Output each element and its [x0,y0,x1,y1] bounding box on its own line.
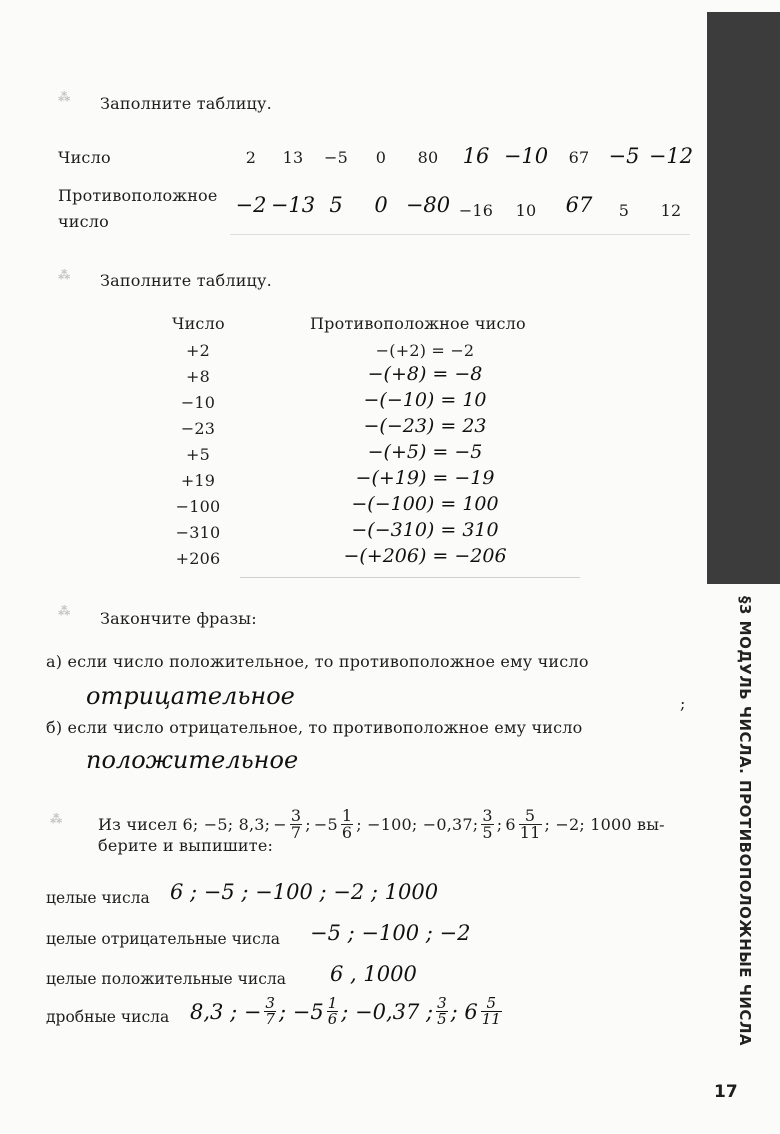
task2-opposite-cell: −(−10) = 10 [363,389,487,411]
task3-phrase-b: б) если число отрицательное, то противоположное ему число [46,718,583,737]
task1-number-cell: 16 [462,144,490,168]
task2-number-cell: +2 [186,341,210,360]
task1-opposite-cell: 0 [374,193,388,217]
task4-frac1-den: 7 [290,823,302,842]
task1-opposite-cell: 10 [515,201,537,220]
task4-frac4-num: 5 [524,806,536,825]
task2-number-cell: −100 [175,497,221,516]
task3-instruction: Закончите фразы: [100,609,257,628]
task1-row2-label-line2: число [58,212,109,231]
task2-number-cell: −310 [175,523,221,542]
task2-opposite-cell: −(+8) = −8 [367,363,483,385]
task1-number-cell: 80 [417,148,439,167]
task4-frac2-num: 1 [341,806,353,825]
task4-frac4-den: 11 [519,823,541,842]
task2-number-cell: +5 [186,445,210,464]
task1-row1-label: Число [58,148,111,167]
task2-header-opposite: Противоположное число [310,314,526,333]
task1-number-cell: 2 [245,148,257,167]
task4-fraction-3 [481,808,493,841]
task4-answer-negative: −5 ; −100 ; −2 [310,921,471,945]
task1-instruction: Заполните таблицу. [100,94,272,113]
task3-phrase-a: а) если число положительное, то противоположное ему число [46,652,589,671]
task4-af2-den: 6 [327,1010,338,1028]
task4-frac4-whole: 6 [505,815,516,834]
task1-table-line [230,234,690,235]
task4-label-fractions: дробные числа [46,1008,170,1026]
task2-number-cell: +8 [186,367,210,386]
task1-opposite-cell: −13 [270,193,316,217]
task4-af2-num: 1 [327,994,338,1012]
task4-line2: берите и выпишите: [98,836,274,855]
task4-af-mid2: ; −0,37 ; [341,999,434,1024]
task4-label-integers: целые числа [46,889,150,907]
task4-frac3-den: 5 [482,823,493,842]
task4-sep1: ; [305,815,311,834]
task1-opposite-cell: 5 [329,193,343,217]
task4-marker-icon: ⁂ [50,812,63,826]
task4-mid: ; −100; −0,37; [356,815,479,834]
task1-opposite-cell: −80 [405,193,451,217]
task4-label-negative: целые отрицательные числа [46,930,280,948]
task4-end: ; −2; 1000 вы- [544,815,665,834]
task1-number-cell: −12 [648,144,694,168]
task4-af-fraction-1 [264,996,276,1027]
task1-number-cell: 13 [282,148,304,167]
task1-opposite-cell: −16 [458,201,494,220]
task3-semicolon: ; [680,694,686,713]
task4-answer-positive: 6 , 1000 [330,962,417,986]
task1-row2-label-line1: Противоположное [58,186,218,205]
task4-af1-num: 3 [265,994,275,1012]
task4-af-fraction-2 [327,996,339,1027]
task2-opposite-cell: −(−23) = 23 [363,415,487,437]
task4-answer-fractions [190,996,502,1027]
task2-opposite-cell: −(+19) = −19 [355,467,495,489]
task4-fraction-4 [519,808,542,841]
task2-number-cell: −23 [180,419,216,438]
task1-number-cell: −10 [503,144,549,168]
task4-fraction-1 [290,808,302,841]
task2-opposite-cell: −(+206) = −206 [343,545,507,567]
task4-sep2: ; [496,815,503,834]
task4-af-mid1: ; −5 [278,999,324,1024]
task1-opposite-cell: 5 [618,201,630,220]
task3-answer-b: положительное [86,746,299,774]
task4-frac1-sign: − [273,815,287,834]
task4-af3-num: 3 [437,994,447,1012]
task2-number-cell: +206 [175,549,221,568]
task3-marker-icon: ⁂ [58,604,71,618]
task2-opposite-cell: −(−310) = 310 [351,519,499,541]
page-number: 17 [714,1082,738,1102]
task2-instruction: Заполните таблицу. [100,271,272,290]
task1-opposite-cell: −2 [235,193,267,217]
task2-bottom-line [240,577,580,578]
task4-frac1-num: 3 [290,806,302,825]
task2-opposite-cell: −(−100) = 100 [351,493,499,515]
task2-number-cell: −10 [180,393,216,412]
task4-af4-den: 11 [481,1010,501,1028]
task1-marker-icon: ⁂ [58,90,71,104]
task4-af1-den: 7 [265,1010,275,1028]
task4-frac3-num: 3 [482,806,493,825]
chapter-side-title: §3 МОДУЛЬ ЧИСЛА. ПРОТИВОПОЛОЖНЫЕ ЧИСЛА [736,596,754,1047]
task4-af3-den: 5 [437,1010,447,1028]
task2-opposite-cell: −(+2) = −2 [375,341,475,360]
task4-label-positive: целые положительные числа [46,970,287,988]
task4-af-fraction-3 [436,996,448,1027]
task1-opposite-cell: 12 [660,201,682,220]
task2-opposite-cell: −(+5) = −5 [367,441,483,463]
task2-header-number: Число [172,314,225,333]
task4-af4-num: 5 [486,994,497,1012]
side-tab-band [707,12,780,584]
task1-number-cell: −5 [608,144,640,168]
task1-number-cell: 67 [568,148,590,167]
task2-number-cell: +19 [180,471,216,490]
task3-answer-a: отрицательное [86,682,295,710]
task1-opposite-cell: 67 [565,193,593,217]
task4-intro: Из чисел 6; −5; 8,3; [98,815,271,834]
task2-marker-icon: ⁂ [58,268,71,282]
task4-frac2-whole: −5 [313,815,338,834]
task1-number-cell: −5 [324,148,348,167]
task4-af-fraction-4 [481,996,502,1027]
task4-af-start: 8,3 ; − [190,999,262,1024]
task4-answer-integers: 6 ; −5 ; −100 ; −2 ; 1000 [170,880,439,904]
task4-fraction-2 [341,808,353,841]
task4-frac2-den: 6 [341,823,353,842]
task1-number-cell: 0 [375,148,387,167]
task4-af-mid3: ; 6 [450,999,478,1024]
